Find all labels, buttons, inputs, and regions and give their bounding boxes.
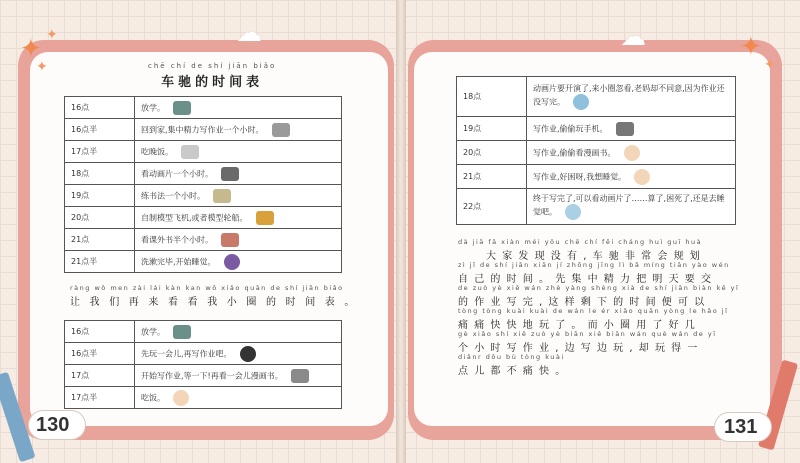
line-pinyin: ràng wǒ men zài lái kàn kan wǒ xiǎo quān de shí jiān biǎo [70, 284, 344, 292]
table-row [65, 97, 342, 119]
title-pinyin: chē chí de shí jiān biǎo [148, 62, 277, 70]
page-title: 车驰的时间表 [161, 75, 264, 90]
backpack-icon [173, 101, 191, 115]
time-cell: 17点半 [65, 141, 135, 163]
text-line [458, 238, 748, 261]
time-cell: 18点 [457, 77, 527, 117]
sleepy-face-icon [565, 204, 581, 220]
comic-book-icon [291, 369, 309, 383]
table-row [457, 117, 736, 141]
time-cell: 21点 [457, 165, 527, 189]
page-number: 130 [36, 414, 70, 436]
activity-cell [135, 343, 342, 365]
book-spine [396, 0, 406, 463]
calligraphy-icon [213, 189, 231, 203]
table-row [65, 163, 342, 185]
schedule-title [148, 62, 276, 90]
page-number: 131 [724, 416, 758, 438]
table-row [65, 185, 342, 207]
xiaoquan-schedule-table-continued [456, 76, 736, 225]
activity-text: 看动画片一个小时。 [141, 169, 213, 178]
activity-cell [135, 185, 342, 207]
time-cell: 20点 [65, 207, 135, 229]
activity-cell [135, 229, 342, 251]
activity-text: 放学。 [141, 327, 165, 336]
activity-cell [135, 365, 342, 387]
soccer-ball-icon [240, 346, 256, 362]
time-cell: 16点半 [65, 119, 135, 141]
time-cell: 21点半 [65, 251, 135, 273]
text-line [458, 284, 748, 307]
activity-cell [135, 163, 342, 185]
table-row [65, 207, 342, 229]
table-row [65, 229, 342, 251]
boy-face-icon [173, 390, 189, 406]
activity-text: 看课外书半个小时。 [141, 235, 213, 244]
star-icon: ✦ [36, 59, 48, 75]
rice-bowl-icon [181, 145, 199, 159]
phone-icon [616, 122, 634, 136]
text-line [458, 330, 748, 353]
time-cell: 16点半 [65, 343, 135, 365]
line-pinyin: gè xiǎo shí xiě zuò yè biān xiě biān wán què wán de yī [458, 330, 717, 338]
intro-line [70, 284, 364, 308]
activity-text: 先玩一会儿,再写作业吧。 [141, 349, 232, 358]
table-row [65, 387, 342, 409]
activity-cell [527, 117, 736, 141]
line-text: 大家发现没有,车驰非常会规划 [486, 251, 706, 262]
activity-cell [527, 141, 736, 165]
activity-text: 开始写作业,等一下!再看一会儿漫画书。 [141, 371, 283, 380]
cloud-icon: ☁ [236, 18, 262, 48]
line-text: 个小时写作业,边写边玩,却玩得一 [458, 343, 704, 354]
activity-cell [135, 207, 342, 229]
line-text: 点儿都不痛快。 [458, 366, 572, 377]
table-row [457, 165, 736, 189]
activity-cell [135, 321, 342, 343]
table-row [457, 189, 736, 225]
cloud-icon: ☁ [620, 22, 646, 52]
time-cell: 16点 [65, 321, 135, 343]
time-cell: 18点 [65, 163, 135, 185]
time-cell: 19点 [457, 117, 527, 141]
boy-face-icon [624, 145, 640, 161]
activity-text: 练书法一个小时。 [141, 191, 205, 200]
time-cell: 22点 [457, 189, 527, 225]
line-text: 的作业写完,这样剩下的时间便可以 [458, 297, 711, 308]
activity-cell [135, 141, 342, 163]
table-row [65, 343, 342, 365]
crying-face-icon [573, 94, 589, 110]
text-line [458, 261, 748, 284]
tv-icon [221, 167, 239, 181]
time-cell: 19点 [65, 185, 135, 207]
activity-text: 回到家,集中精力写作业一个小时。 [141, 125, 264, 134]
time-cell: 16点 [65, 97, 135, 119]
tired-face-icon [634, 169, 650, 185]
star-icon: ✦ [20, 34, 42, 64]
activity-cell [527, 189, 736, 225]
time-cell: 17点半 [65, 387, 135, 409]
backpack-icon [173, 325, 191, 339]
xiaoquan-schedule-table [64, 320, 342, 409]
star-icon: ✦ [46, 27, 58, 43]
line-pinyin: de zuò yè xiě wán zhè yàng shèng xià de shí jiān biàn kě yǐ [458, 284, 740, 292]
activity-text: 写作业,好困呀,我想睡觉。 [533, 172, 627, 181]
activity-text: 吃饭。 [141, 393, 165, 402]
notebook-icon [272, 123, 290, 137]
line-text: 让我们再来看看我小圈的时间表。 [70, 297, 364, 308]
line-pinyin: diǎnr dōu bù tòng kuài [458, 353, 565, 361]
summary-paragraph [458, 238, 748, 376]
table-row [65, 141, 342, 163]
airplane-icon [256, 211, 274, 225]
activity-cell [527, 165, 736, 189]
book-icon [221, 233, 239, 247]
table-row [65, 119, 342, 141]
activity-cell [135, 97, 342, 119]
time-cell: 20点 [457, 141, 527, 165]
table-row [457, 141, 736, 165]
text-line [458, 353, 748, 376]
sleeping-face-icon [224, 254, 240, 270]
activity-text: 自制模型飞机,或者模型轮船。 [141, 213, 248, 222]
time-cell: 21点 [65, 229, 135, 251]
activity-cell [527, 77, 736, 117]
chechi-schedule-table [64, 96, 342, 273]
activity-cell [135, 251, 342, 273]
time-cell: 17点 [65, 365, 135, 387]
text-line [70, 284, 364, 308]
line-text: 痛痛快快地玩了。而小圈用了好几 [458, 320, 701, 331]
activity-text: 吃晚饭。 [141, 147, 173, 156]
table-row [457, 77, 736, 117]
activity-text: 动画片要开演了,来小圈忽看,老妈却不同意,因为作业还没写完。 [533, 84, 725, 107]
line-text: 自己的时间。先集中精力把明天要交 [458, 274, 718, 285]
line-pinyin: zì jǐ de shí jiān xiān jí zhōng jīng lì bǎ míng tiān yào wén [458, 261, 730, 269]
table-row [65, 365, 342, 387]
table-row [65, 251, 342, 273]
line-pinyin: tòng tòng kuài kuài de wán le ér xiǎo quān yòng le hǎo jǐ [458, 307, 729, 315]
activity-text: 写作业,偷偷看漫画书。 [533, 148, 616, 157]
activity-text: 写作业,偷偷玩手机。 [533, 124, 608, 133]
star-icon: ✦ [764, 57, 776, 73]
activity-text: 终于写完了,可以看动画片了……算了,困死了,还是去睡觉吧。 [533, 194, 725, 217]
activity-text: 放学。 [141, 103, 165, 112]
text-line [458, 307, 748, 330]
activity-cell [135, 119, 342, 141]
activity-text: 洗漱完毕,开始睡觉。 [141, 257, 216, 266]
table-row [65, 321, 342, 343]
star-icon: ✦ [740, 32, 762, 62]
activity-cell [135, 387, 342, 409]
line-pinyin: dà jiā fā xiàn méi yǒu chē chí fēi cháng huì guī huà [458, 238, 703, 246]
